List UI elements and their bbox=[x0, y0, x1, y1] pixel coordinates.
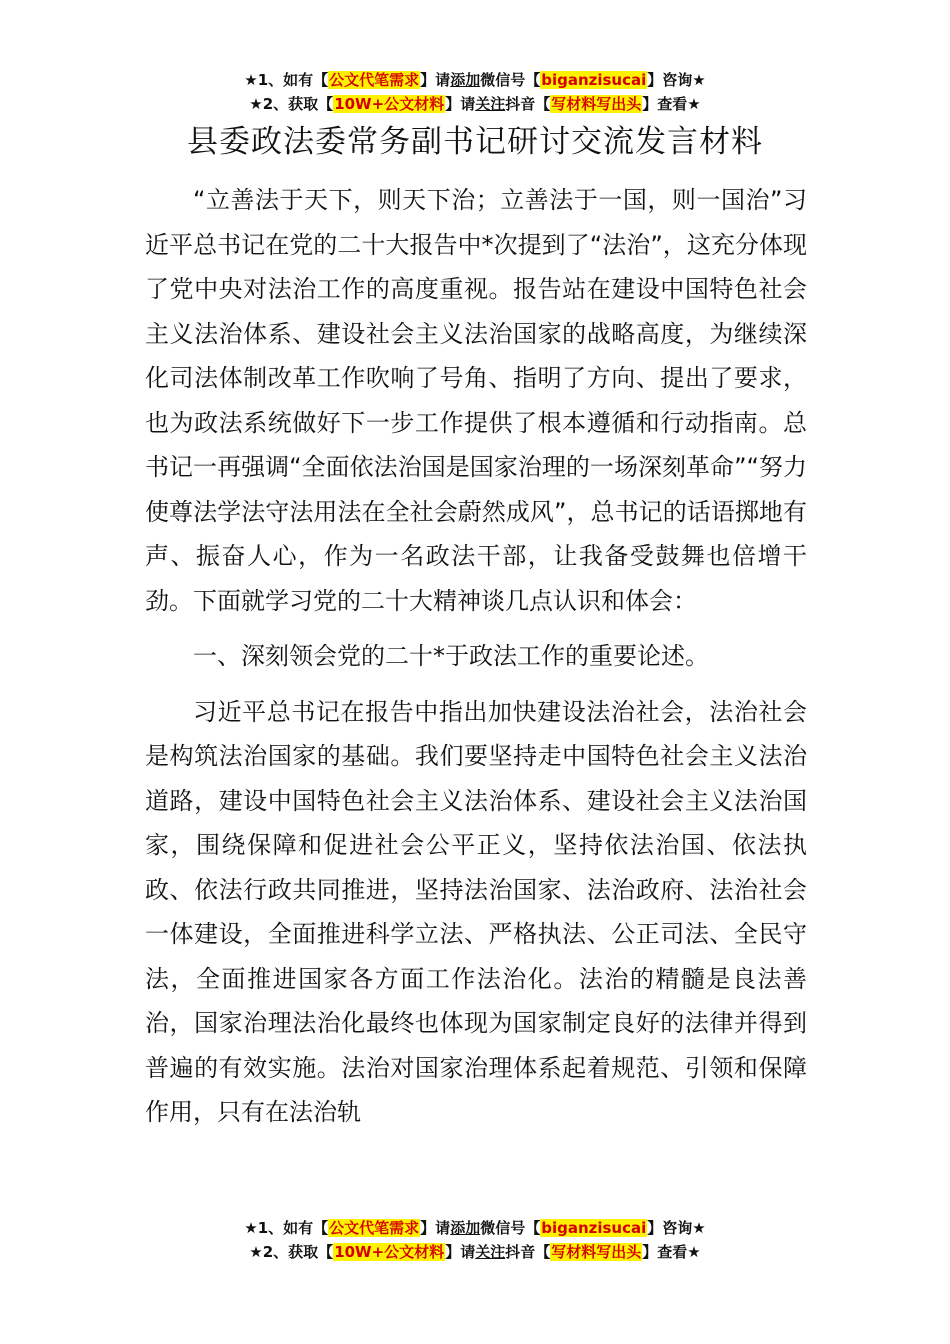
footer-banner bbox=[0, 1216, 950, 1264]
banner-text: 】请 bbox=[445, 95, 476, 113]
highlight-douyin-account: 写材料写出头 bbox=[551, 95, 642, 113]
banner-text: 抖音【 bbox=[505, 95, 551, 113]
document-title: 县委政法委常务副书记研讨交流发言材料 bbox=[187, 124, 763, 160]
highlight-service: 公文代笔需求 bbox=[329, 71, 420, 89]
banner-underlined-text: 关注 bbox=[475, 95, 506, 113]
banner-underlined-text: 关注 bbox=[475, 1243, 506, 1261]
banner-text: ★1、如有【 bbox=[244, 1219, 329, 1237]
banner-line-1 bbox=[0, 1216, 950, 1240]
banner-text: 】请 bbox=[420, 1219, 451, 1237]
banner-text: ★2、获取【 bbox=[249, 1243, 334, 1261]
highlight-wechat-id: biganzisucai bbox=[541, 71, 647, 89]
banner-underlined-text: 添加 bbox=[450, 1219, 481, 1237]
banner-text: 】查看★ bbox=[642, 95, 701, 113]
banner-text: 】查看★ bbox=[642, 1243, 701, 1261]
paragraph-section-1: 习近平总书记在报告中指出加快建设法治社会，法治社会是构筑法治国家的基础。我们要坚持走中国特色社会主义法治道路，建设中国特色社会主义法治体系、建设社会主义法治国家，围绕保障和促进社会公平正义，坚持依法治国、依法执政、依法行政共同推进，坚持法治国家、法治政府、法治社会一体建设，全面推进科学立法、严格执法、公正司法、全民守法，全面推进国家各方面工作法治化。法治的精髓是良法善治，国家治理法治化最终也体现为国家制定良好的法律并得到普遍的有效实施。法治对国家治理体系起着规范、引领和保障作用，只有在法治轨 bbox=[145, 697, 807, 1126]
banner-text: 】咨询★ bbox=[647, 71, 706, 89]
banner-text: 微信号【 bbox=[480, 71, 541, 89]
banner-line-2 bbox=[0, 92, 950, 116]
banner-text: ★1、如有【 bbox=[244, 71, 329, 89]
banner-text: 】咨询★ bbox=[647, 1219, 706, 1237]
section-heading-1: 一、深刻领会党的二十*于政法工作的重要论述。 bbox=[193, 642, 709, 670]
highlight-douyin-account: 写材料写出头 bbox=[551, 1243, 642, 1261]
highlight-service: 公文代笔需求 bbox=[329, 1219, 420, 1237]
banner-line-1 bbox=[0, 68, 950, 92]
banner-text: 】请 bbox=[420, 71, 451, 89]
banner-text: ★2、获取【 bbox=[249, 95, 334, 113]
banner-underlined-text: 添加 bbox=[450, 71, 481, 89]
paragraph-intro: “立善法于天下，则天下治；立善法于一国，则一国治”习近平总书记在党的二十大报告中*次提到了“法治”，这充分体现了党中央对法治工作的高度重视。报告站在建设中国特色社会主义法治体系、建设社会主义法治国家的战略高度，为继续深化司法体制改革工作吹响了号角、指明了方向、提出了要求，也为政法系统做好下一步工作提供了根本遵循和行动指南。总书记一再强调“全面依法治国是国家治理的一场深刻革命”“努力使尊法学法守法用法在全社会蔚然成风”，总书记的话语掷地有声、振奋人心，作为一名政法干部，让我备受鼓舞也倍增干劲。下面就学习党的二十大精神谈几点认识和体会： bbox=[145, 186, 807, 615]
document-body bbox=[145, 178, 807, 1135]
header-banner bbox=[0, 68, 950, 116]
highlight-materials: 10W+公文材料 bbox=[334, 95, 445, 113]
banner-line-2 bbox=[0, 1240, 950, 1264]
banner-text: 抖音【 bbox=[505, 1243, 551, 1261]
banner-text: 】请 bbox=[445, 1243, 476, 1261]
highlight-wechat-id: biganzisucai bbox=[541, 1219, 647, 1237]
highlight-materials: 10W+公文材料 bbox=[334, 1243, 445, 1261]
banner-text: 微信号【 bbox=[480, 1219, 541, 1237]
